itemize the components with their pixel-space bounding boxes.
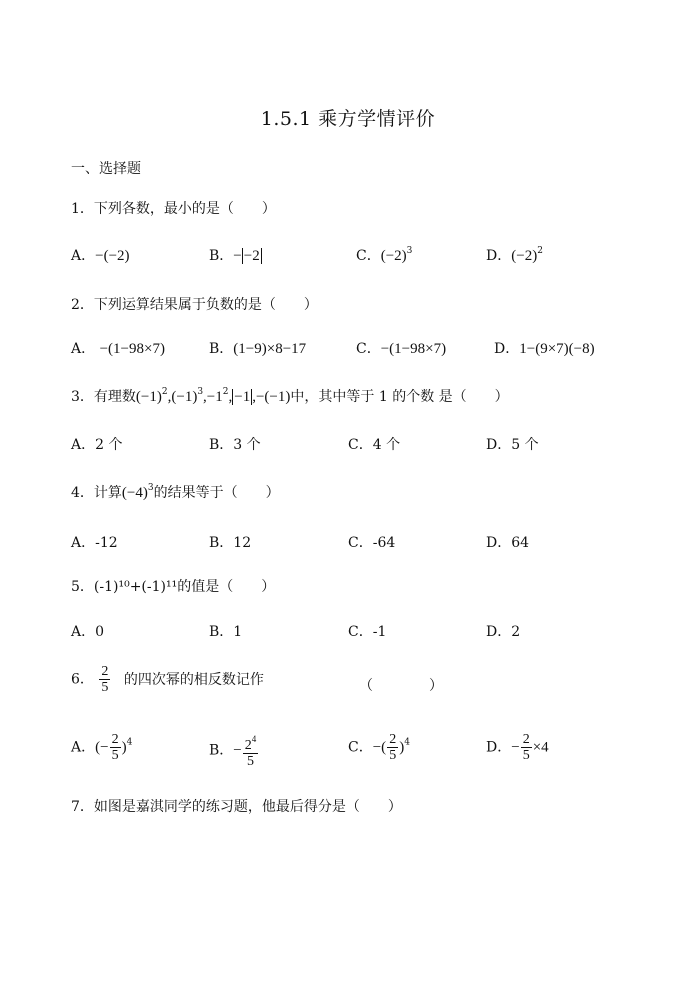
fraction bbox=[243, 732, 259, 769]
option-expression: −(1−98×7) bbox=[380, 341, 447, 357]
question-2-option-b bbox=[209, 338, 306, 358]
absolute-value: −2 bbox=[243, 248, 260, 264]
expression: ,−1 bbox=[203, 389, 223, 405]
question-3-option-d: D．5 个 bbox=[486, 437, 539, 453]
denominator: 5 bbox=[389, 748, 397, 763]
question-number: 6． bbox=[71, 671, 94, 688]
fraction bbox=[521, 732, 532, 763]
question-1-option-a bbox=[71, 245, 130, 265]
expression: (− bbox=[95, 739, 109, 756]
stem-text: 的四次幂的相反数记作 bbox=[123, 671, 264, 688]
expression: ,−(−1) bbox=[252, 389, 291, 405]
option-label: C． bbox=[356, 248, 381, 264]
exponent: 2 bbox=[222, 387, 229, 397]
denominator: 5 bbox=[522, 748, 530, 763]
question-3-option-a: A．2 个 bbox=[71, 437, 123, 453]
fraction bbox=[387, 732, 398, 763]
question-3-option-b: B．3 个 bbox=[209, 437, 261, 453]
exponent: 4 bbox=[404, 737, 410, 748]
question-2-stem: 2．下列运算结果属于负数的是（ ） bbox=[71, 297, 318, 313]
question-3-stem bbox=[71, 386, 509, 406]
question-5-stem: 5．(-1)¹⁰+(-1)¹¹的值是（ ） bbox=[71, 579, 276, 595]
numerator bbox=[243, 732, 259, 754]
question-5-option-d: D．2 bbox=[486, 624, 521, 640]
stem-text: 4．计算 bbox=[71, 485, 122, 501]
option-label: A． bbox=[71, 248, 96, 264]
expression: ) bbox=[399, 739, 405, 756]
option-expression: − bbox=[233, 248, 242, 264]
option-label: C． bbox=[348, 739, 373, 756]
expression: ,(−1) bbox=[167, 389, 198, 405]
option-label: B． bbox=[209, 341, 234, 357]
question-2-option-d bbox=[494, 338, 595, 358]
question-6-option-b bbox=[209, 732, 259, 769]
expression: − bbox=[511, 739, 520, 756]
exponent: 3 bbox=[197, 387, 204, 397]
question-4-option-d: D．64 bbox=[486, 535, 530, 551]
expression: (−1) bbox=[135, 389, 162, 405]
question-6-option-a bbox=[71, 732, 132, 763]
question-1-option-d bbox=[486, 245, 543, 265]
numerator: 2 bbox=[522, 732, 530, 747]
stem-text: 的结果等于（ ） bbox=[153, 485, 280, 501]
page-title: 1.5.1 乘方学情评价 bbox=[260, 108, 436, 130]
question-6-option-c bbox=[348, 732, 410, 763]
denominator: 5 bbox=[101, 680, 109, 695]
option-label: A． bbox=[71, 739, 96, 756]
option-expression: 1−(9×7)(−8) bbox=[519, 341, 595, 357]
expression: , bbox=[228, 389, 233, 405]
question-5-option-c: C．-1 bbox=[348, 624, 387, 640]
option-expression: −(1−98×7) bbox=[99, 341, 165, 357]
numerator: 2 bbox=[101, 664, 109, 679]
question-4-option-b: B．12 bbox=[209, 535, 252, 551]
question-4-stem bbox=[71, 482, 280, 502]
question-5-option-a: A．0 bbox=[71, 624, 105, 640]
expression: − bbox=[233, 742, 242, 759]
exponent: 4 bbox=[126, 737, 133, 748]
question-6-option-d bbox=[486, 732, 549, 763]
denominator: 5 bbox=[111, 748, 119, 763]
question-1-option-b bbox=[209, 245, 262, 265]
option-expression: (1−9)×8−17 bbox=[233, 341, 307, 357]
fraction bbox=[99, 664, 110, 695]
answer-blank: （ ） bbox=[359, 678, 443, 694]
question-1-option-c bbox=[356, 245, 412, 265]
exponent: 2 bbox=[537, 246, 543, 256]
expression: (−4) bbox=[121, 485, 148, 501]
stem-text: 中，其中等于 1 的个数 是（ ） bbox=[290, 389, 509, 405]
question-2-option-a bbox=[71, 338, 165, 358]
numerator: 2 bbox=[111, 732, 119, 747]
numerator: 2 bbox=[389, 732, 397, 747]
option-label: D． bbox=[494, 341, 520, 357]
expression: ) bbox=[121, 739, 127, 756]
option-label: B． bbox=[209, 248, 234, 264]
absolute-value: −1 bbox=[234, 389, 251, 405]
numerator-base: 2 bbox=[244, 738, 252, 753]
exponent: 2 bbox=[161, 387, 168, 397]
exponent: 4 bbox=[251, 734, 257, 744]
question-1-stem: 1．下列各数，最小的是（ ） bbox=[71, 201, 276, 217]
option-label: D． bbox=[486, 248, 512, 264]
expression: −( bbox=[372, 739, 387, 756]
question-4-option-a: A．-12 bbox=[71, 535, 118, 551]
question-6-stem bbox=[71, 664, 443, 695]
option-label: C． bbox=[356, 341, 381, 357]
question-7-stem: 7．如图是嘉淇同学的练习题，他最后得分是（ ） bbox=[71, 799, 402, 815]
option-expression: −(−2) bbox=[95, 248, 130, 264]
option-label: A． bbox=[71, 341, 96, 357]
section-heading: 一、选择题 bbox=[71, 161, 141, 177]
option-expression: (−2) bbox=[511, 248, 538, 264]
expression: ×4 bbox=[532, 739, 549, 756]
exponent: 3 bbox=[147, 483, 154, 493]
question-4-option-c: C．-64 bbox=[348, 535, 396, 551]
option-label: B． bbox=[209, 742, 234, 759]
denominator: 5 bbox=[247, 754, 255, 769]
exponent: 3 bbox=[406, 246, 413, 256]
question-2-option-c bbox=[356, 338, 446, 358]
question-5-option-b: B．1 bbox=[209, 624, 243, 640]
stem-text: 3．有理数 bbox=[71, 389, 136, 405]
fraction bbox=[110, 732, 121, 763]
question-3-option-c: C．4 个 bbox=[348, 437, 401, 453]
option-label: D． bbox=[486, 739, 512, 756]
option-expression: (−2) bbox=[380, 248, 407, 264]
